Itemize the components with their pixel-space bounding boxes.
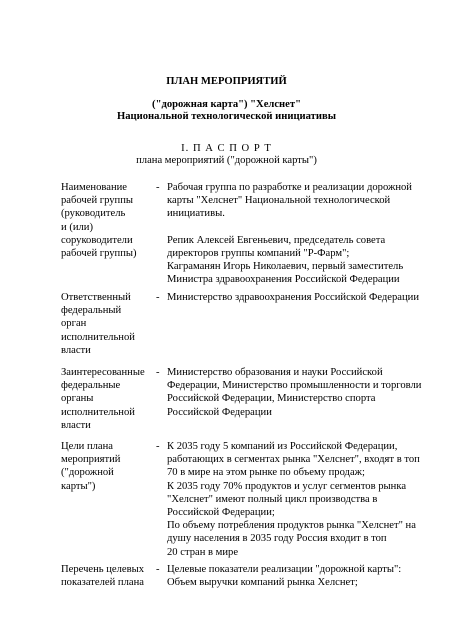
section-heading: I. П А С П О Р Т	[181, 143, 272, 154]
row-value	[167, 291, 433, 304]
section-subheading: плана мероприятий ("дорожной карты")	[136, 155, 317, 166]
row-value	[167, 563, 433, 589]
value-line: Федерации, Министерство промышленности и торговли	[167, 380, 422, 392]
value-line: душу населения в 2035 году Россия входит в топ	[167, 533, 387, 545]
value-line: Российской Федерации;	[167, 507, 275, 519]
value-line: карты "Хелснет" Национальной технологической	[167, 195, 391, 207]
value-line: Российской Федерации	[167, 406, 272, 418]
value-line: Целевые показатели реализации "дорожной карты":	[167, 564, 402, 575]
value-line: Рабочая группа по разработке и реализации дорожной	[167, 182, 412, 193]
row-value	[167, 440, 433, 559]
title-line-1: ПЛАН МЕРОПРИЯТИЙ	[166, 76, 287, 87]
title-line-2: ("дорожная карта") "Хелснет"	[152, 99, 301, 110]
row-dash: -	[156, 367, 160, 378]
value-line: По объему потребления продуктов рынка "Хелснет" на	[167, 520, 416, 532]
value-spacer	[167, 221, 433, 234]
value-line: Каграманян Игорь Николаевич, первый заместитель	[167, 261, 404, 273]
title-line-3: Национальной технологической инициативы	[116, 111, 336, 122]
row-dash: -	[156, 182, 160, 193]
row-label: Ответственный федеральный орган исполнительной власти	[61, 292, 135, 356]
value-line: директоров группы компаний "Р-Фарм";	[167, 247, 350, 259]
value-line: К 2035 году 70% продуктов и услуг сегментов рынка	[167, 480, 407, 492]
value-line: К 2035 году 5 компаний из Российской Федерации,	[167, 441, 398, 452]
value-line: "Хелснет" имеют полный цикл производства в	[167, 493, 378, 505]
value-line: инициативы.	[167, 208, 225, 220]
row-label: Заинтересованные федеральные органы исполнительной власти	[61, 367, 145, 431]
value-line: Репик Алексей Евгеньевич, председатель совета	[167, 234, 386, 246]
row-label: Цели плана мероприятий ("дорожной карты")	[61, 441, 121, 492]
row-value	[167, 366, 433, 419]
value-line: Российской Федерации, Министерство спорта	[167, 393, 376, 405]
row-label: Наименование рабочей группы (руководитель и (или) соруководители рабочей группы)	[61, 182, 137, 260]
value-line: 70 в мире на этом рынке по объему продаж;	[167, 467, 365, 479]
row-label: Перечень целевых показателей плана	[61, 564, 145, 589]
row-dash: -	[156, 292, 160, 303]
value-line: 20 стран в мире	[167, 546, 239, 558]
value-line: работающих в сегментах рынка "Хелснет", входят в топ	[167, 454, 420, 466]
value-line: Министра здравоохранения Российской Федерации	[167, 274, 400, 286]
row-value	[167, 181, 433, 286]
value-line: Министерство образования и науки Российской	[167, 367, 383, 378]
value-line: Министерство здравоохранения Российской Федерации	[167, 292, 420, 303]
value-line: Объем выручки компаний рынка Хелснет;	[167, 577, 358, 589]
row-dash: -	[156, 441, 160, 452]
row-dash: -	[156, 564, 160, 575]
